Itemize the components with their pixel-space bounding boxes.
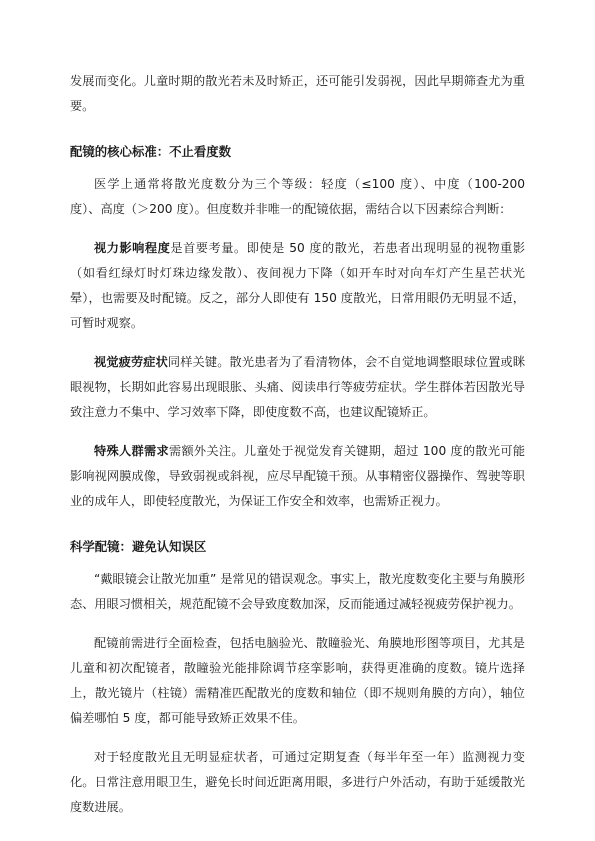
paragraph-text: 同样关键。散光患者为了看清物体，会不自觉地调整眼球位置或眯眼视物，长期如此容易出现眼胀、头痛、阅读串行等疲劳症状。学生群体若因散光导致注意力不集中、学习效率下降，即使度数不高，也建议配镜矫正。	[70, 355, 526, 419]
document-body	[70, 69, 525, 820]
paragraph-text: 需额外关注。儿童处于视觉发育关键期，超过 100 度的散光可能影响视网膜成像，导致弱视或斜视，应尽早配镜干预。从事精密仪器操作、驾驶等职业的成年人，即使轻度散光，为保证工作安全和效率，也需矫正视力。	[70, 444, 526, 508]
paragraph-degree-levels: 医学上通常将散光度数分为三个等级：轻度（≤100 度）、中度（100-200 度）、高度（＞200 度）。但度数并非唯一的配镜依据，需结合以下因素综合判断：	[70, 177, 525, 216]
paragraph-text: 是首要考量。即使是 50 度的散光，若患者出现明显的视物重影（如看红绿灯时灯珠边缘发散）、夜间视力下降（如开车时对向车灯产生星芒状光晕），也需要及时配镜。反之，部分人即使有 150 度散光，日常用眼仍无明显不适，可暂时观察。	[70, 241, 526, 330]
bold-term-special-groups: 特殊人群需求	[94, 444, 169, 458]
bold-term-vision-impact: 视力影响程度	[94, 241, 171, 255]
paragraph-visual-fatigue	[70, 350, 525, 425]
section-heading-standards: 配镜的核心标准：不止看度数	[70, 144, 232, 159]
bold-term-visual-fatigue: 视觉疲劳症状	[94, 355, 168, 369]
paragraph-glasses-myth: “戴眼镜会让散光加重” 是常见的错误观念。事实上，散光度数变化主要与角膜形态、用眼习惯相关，规范配镜不会导致度数加深，反而能通过减轻视疲劳保护视力。	[70, 572, 525, 611]
paragraph-mild-astigmatism: 对于轻度散光且无明显症状者，可通过定期复查（每半年至一年）监测视力变化。日常注意用眼卫生，避免长时间近距离用眼，多进行户外活动，有助于延缓散光度数进展。	[70, 750, 525, 814]
paragraph-special-groups	[70, 439, 525, 514]
paragraph-pre-fitting-exam: 配镜前需进行全面检查，包括电脑验光、散瞳验光、角膜地形图等项目，尤其是儿童和初次配镜者，散瞳验光能排除调节痉挛影响，获得更准确的度数。镜片选择上，散光镜片（柱镜）需精准匹配散光的度数和轴位（即不规则角膜的方向），轴位偏差哪怕 5 度，都可能导致矫正效果不佳。	[70, 636, 525, 725]
paragraph-vision-impact	[70, 236, 525, 336]
section-heading-misconceptions: 科学配镜：避免认知误区	[70, 539, 207, 554]
intro-paragraph: 发展而变化。儿童时期的散光若未及时矫正，还可能引发弱视，因此早期筛查尤为重要。	[70, 74, 525, 113]
